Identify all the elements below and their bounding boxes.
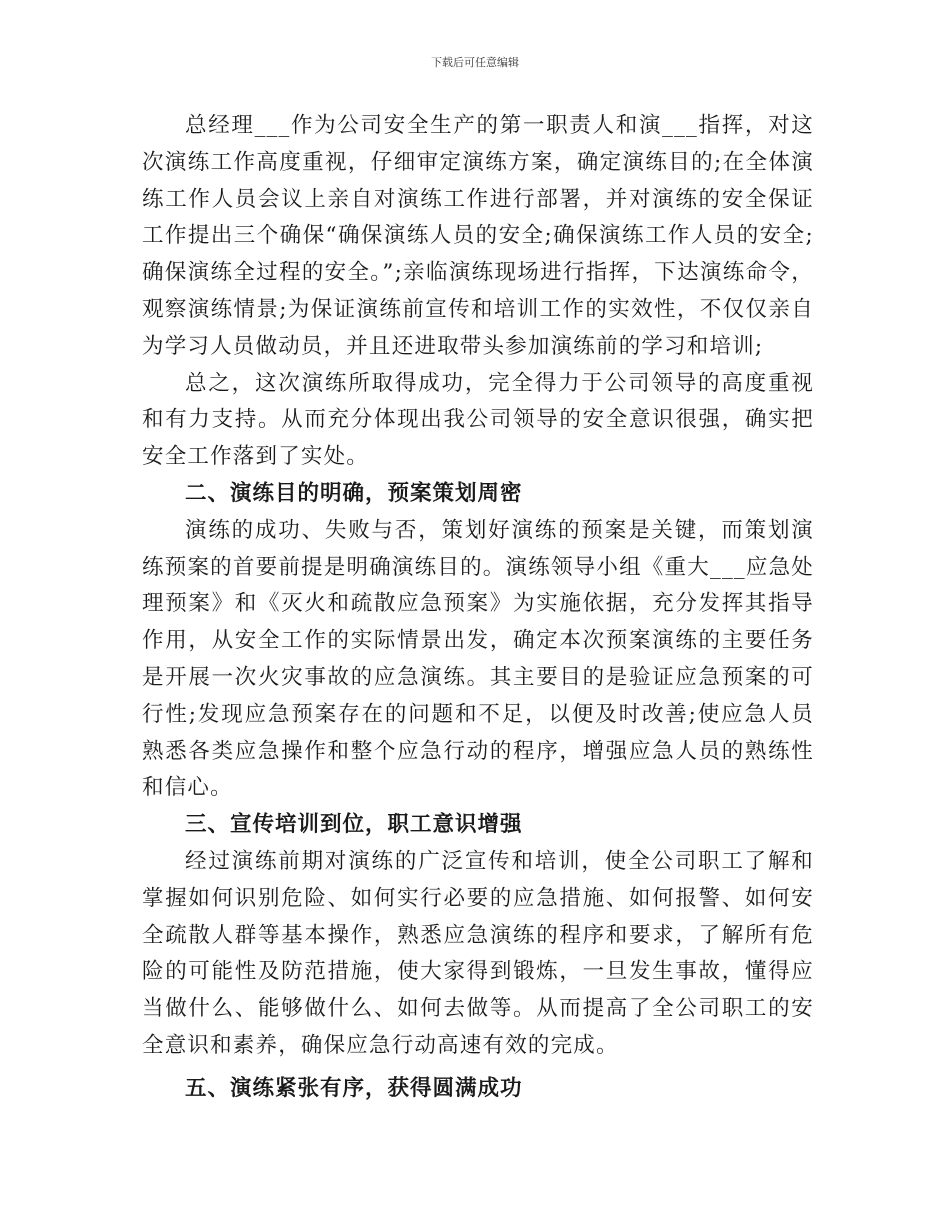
paragraph-training: 经过演练前期对演练的广泛宣传和培训，使全公司职工了解和掌握如何识别危险、如何实行必要的应急措施、如何报警、如何安全疏散人群等基本操作，熟悉应急演练的程序和要求，了解所有危险的可能性及防范措施，使大家得到锻炼，一旦发生事故，懂得应当做什么、能够做什么、如何去做等。从而提高了全公司职工的安全意识和素养，确保应急行动高速有效的完成。: [142, 848, 814, 1058]
paragraph-plan: 演练的成功、失败与否，策划好演练的预案是关键，而策划演练预案的首要前提是明确演练目的。演练领导小组《重大___应急处理预案》和《灭火和疏散应急预案》为实施依据，充分发挥其指导作用，从安全工作的实际情景出发，确定本次预案演练的主要任务是开展一次火灾事故的应急演练。其主要目的是验证应急预案的可行性;发现应急预案存在的问题和不足，以便及时改善;使应急人员熟悉各类应急操作和整个应急行动的程序，增强应急人员的熟练性和信心。: [142, 517, 814, 801]
heading-section-2: 二、演练目的明确，预案策划周密: [185, 480, 523, 506]
paragraph-general-manager: 总经理___作为公司安全生产的第一职责人和演___指挥，对这次演练工作高度重视，仔细审定演练方案，确定演练目的;在全体演练工作人员会议上亲自对演练工作进行部署，并对演练的安全保证工作提出三个确保“确保演练人员的安全;确保演练工作人员的安全;确保演练全过程的安全。”;亲临演练现场进行指挥，下达演练命令，观察演练情景;为保证演练前宣传和培训工作的实效性，不仅仅亲自为学习人员做动员，并且还进取带头参加演练前的学习和培训;: [142, 113, 814, 359]
page-header: 下载后可任意编辑: [431, 56, 519, 69]
heading-section-3: 三、宣传培训到位，职工意识增强: [185, 812, 523, 838]
heading-section-5: 五、演练紧张有序，获得圆满成功: [185, 1075, 523, 1101]
document-body: [142, 108, 814, 1108]
paragraph-summary: 总之，这次演练所取得成功，完全得力于公司领导的高度重视和有力支持。从而充分体现出我公司领导的安全意识很强，确实把安全工作落到了实处。: [142, 370, 814, 470]
